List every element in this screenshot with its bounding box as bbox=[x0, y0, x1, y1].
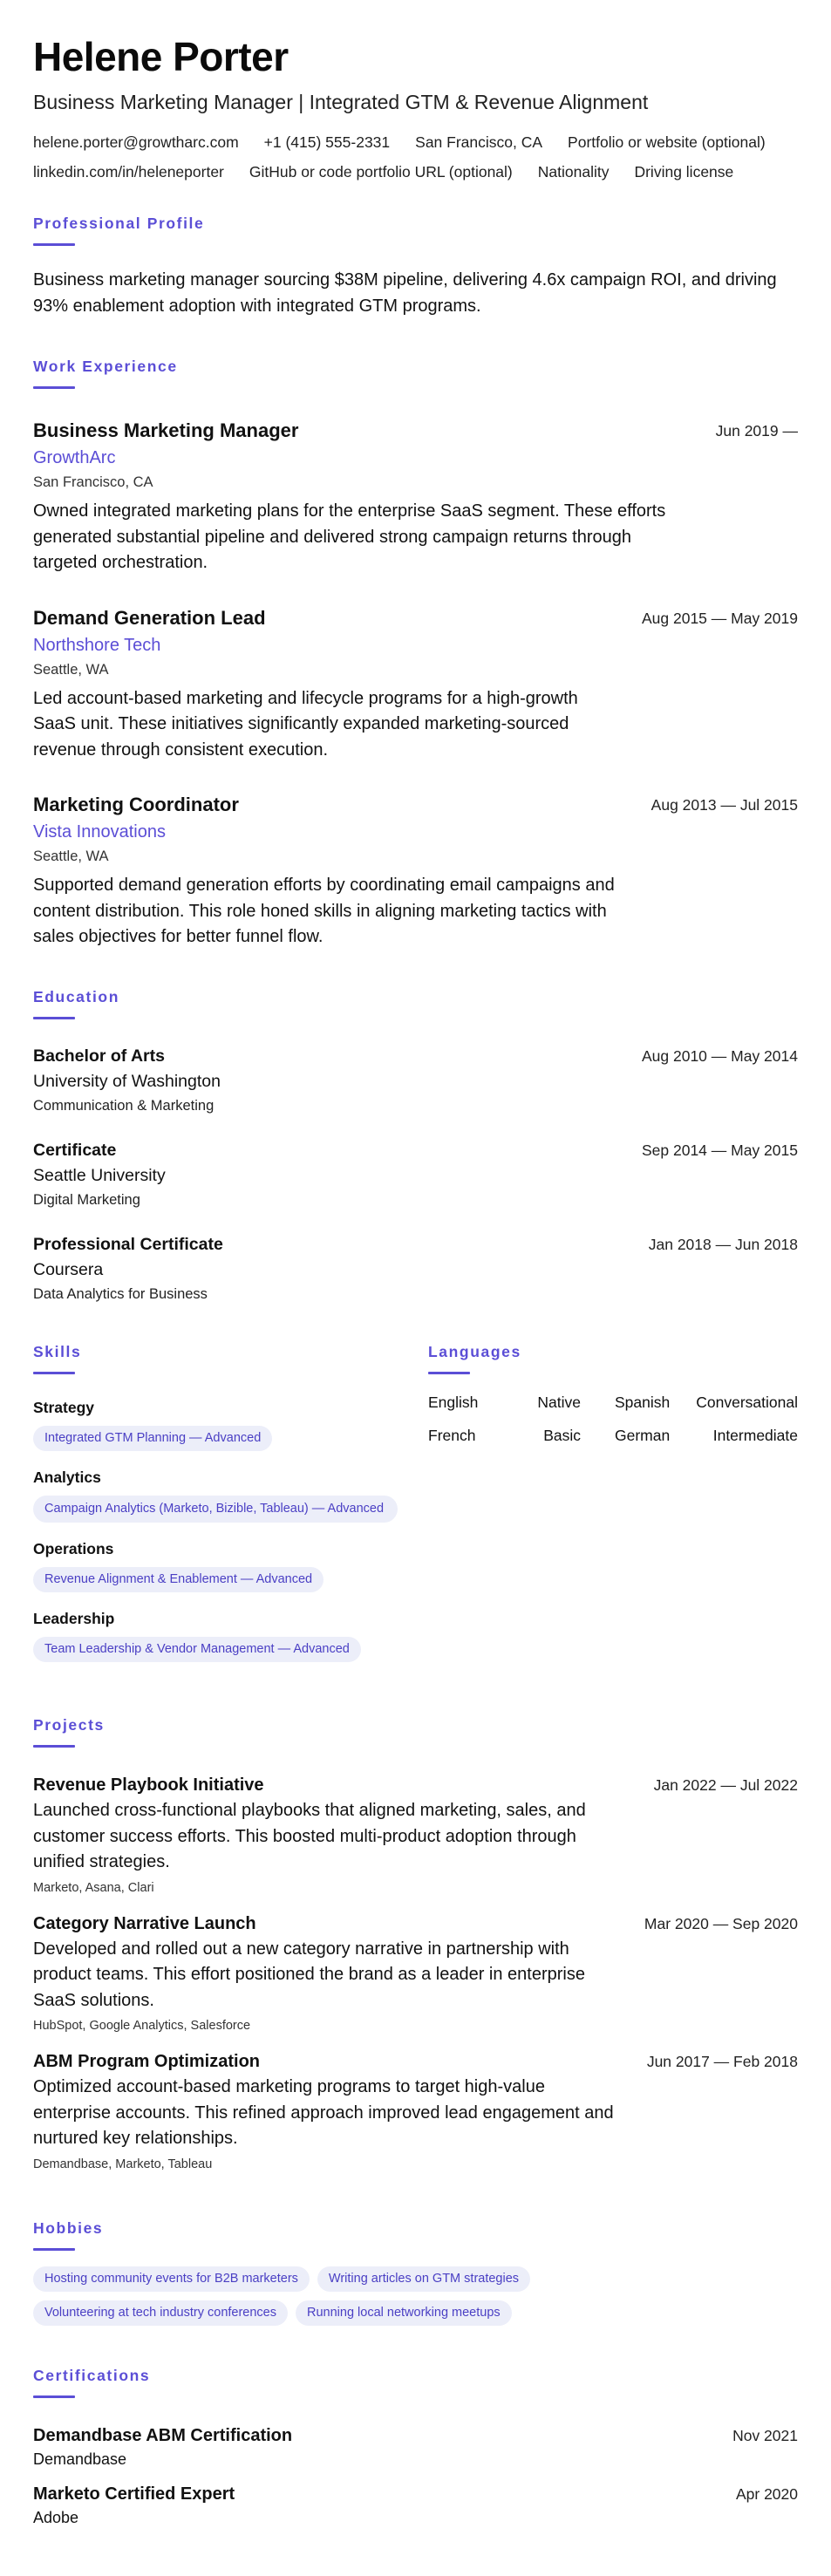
section-title: Certifications bbox=[33, 2367, 151, 2384]
skill-chip: Team Leadership & Vendor Management — Advanced bbox=[33, 1637, 361, 1662]
degree-name: Bachelor of Arts bbox=[33, 1046, 165, 1066]
candidate-name: Helene Porter bbox=[33, 34, 289, 79]
company-name: Vista Innovations bbox=[33, 822, 166, 842]
project-tools: HubSpot, Google Analytics, Salesforce bbox=[33, 2019, 251, 2033]
field-of-study: Data Analytics for Business bbox=[33, 1286, 208, 1302]
company-name: GrowthArc bbox=[33, 448, 116, 467]
project-entry bbox=[33, 1774, 798, 1898]
contact-driving-license: Driving license bbox=[634, 163, 734, 181]
hobbies-section bbox=[33, 2219, 798, 2326]
education-entry bbox=[33, 1233, 798, 1305]
hobby-chip: Hosting community events for B2B marketers bbox=[33, 2266, 310, 2292]
skill-category: Leadership bbox=[33, 1610, 115, 1627]
job-location: Seattle, WA bbox=[33, 848, 109, 864]
school-name: Seattle University bbox=[33, 1166, 166, 1185]
section-divider bbox=[33, 1017, 75, 1019]
hobby-chip: Volunteering at tech industry conferences bbox=[33, 2300, 288, 2326]
section-title: Languages bbox=[428, 1343, 521, 1360]
certifications-section bbox=[33, 2367, 798, 2529]
experience-section bbox=[33, 358, 798, 951]
contact-github[interactable]: GitHub or code portfolio URL (optional) bbox=[249, 163, 513, 181]
project-dates: Jan 2022 — Jul 2022 bbox=[653, 1776, 798, 1794]
certification-entry bbox=[33, 2424, 798, 2470]
certification-issuer: Demandbase bbox=[33, 2450, 127, 2468]
project-title: Category Narrative Launch bbox=[33, 1913, 256, 1933]
project-title: Revenue Playbook Initiative bbox=[33, 1775, 264, 1795]
resume-header bbox=[33, 33, 798, 187]
experience-entry bbox=[33, 793, 798, 951]
languages-section bbox=[428, 1343, 798, 1456]
section-divider bbox=[428, 1372, 470, 1374]
section-divider bbox=[33, 1745, 75, 1748]
job-dates: Jun 2019 — bbox=[715, 422, 798, 440]
candidate-headline: Business Marketing Manager | Integrated GTM & Revenue Alignment bbox=[33, 91, 649, 113]
job-location: San Francisco, CA bbox=[33, 474, 153, 490]
job-description: Owned integrated marketing plans for the enterprise SaaS segment. These efforts generated substantial pipeline and delivered strong campaign returns through targeted orchestration. bbox=[33, 501, 666, 572]
contact-portfolio[interactable]: Portfolio or website (optional) bbox=[568, 133, 766, 151]
skill-group bbox=[33, 1467, 408, 1523]
education-dates: Sep 2014 — May 2015 bbox=[641, 1141, 798, 1159]
school-name: University of Washington bbox=[33, 1072, 221, 1091]
job-title: Marketing Coordinator bbox=[33, 794, 239, 815]
project-tools: Marketo, Asana, Clari bbox=[33, 1880, 154, 1895]
skill-category: Strategy bbox=[33, 1399, 95, 1416]
education-entry bbox=[33, 1139, 798, 1210]
job-title: Demand Generation Lead bbox=[33, 606, 266, 629]
language-level: Intermediate bbox=[712, 1427, 798, 1444]
experience-entry bbox=[33, 419, 798, 576]
project-entry bbox=[33, 1912, 798, 2036]
language-name: Spanish bbox=[615, 1394, 671, 1411]
job-dates: Aug 2013 — Jul 2015 bbox=[650, 796, 798, 814]
certification-name: Demandbase ABM Certification bbox=[33, 2426, 293, 2445]
language-level: Native bbox=[537, 1394, 581, 1411]
section-title: Education bbox=[33, 988, 119, 1005]
language-level: Conversational bbox=[696, 1394, 798, 1411]
field-of-study: Digital Marketing bbox=[33, 1192, 140, 1208]
job-location: Seattle, WA bbox=[33, 661, 109, 678]
education-dates: Jan 2018 — Jun 2018 bbox=[648, 1236, 798, 1253]
section-divider bbox=[33, 2395, 75, 2398]
section-title: Skills bbox=[33, 1343, 82, 1360]
hobby-chip-list bbox=[33, 2266, 591, 2326]
degree-name: Professional Certificate bbox=[33, 1235, 223, 1254]
contact-location: San Francisco, CA bbox=[415, 133, 543, 151]
contact-phone[interactable]: +1 (415) 555-2331 bbox=[263, 133, 391, 151]
contact-linkedin[interactable]: linkedin.com/in/heleneporter bbox=[33, 163, 224, 181]
project-tools: Demandbase, Marketo, Tableau bbox=[33, 2157, 213, 2171]
job-title: Business Marketing Manager bbox=[33, 419, 299, 441]
section-divider bbox=[33, 1372, 75, 1374]
skill-group bbox=[33, 1538, 408, 1592]
language-name: English bbox=[428, 1394, 479, 1411]
contact-nationality: Nationality bbox=[537, 163, 610, 181]
language-level: Basic bbox=[543, 1427, 581, 1444]
skill-chip: Campaign Analytics (Marketo, Bizible, Tableau) — Advanced bbox=[33, 1496, 398, 1523]
language-name: French bbox=[428, 1427, 476, 1444]
job-description: Led account-based marketing and lifecycle programs for a high-growth SaaS unit. These initiatives significantly expanded marketing-sourced revenue through consistent execution. bbox=[33, 688, 578, 760]
skill-category: Operations bbox=[33, 1540, 114, 1557]
skill-group bbox=[33, 1397, 408, 1451]
section-title: Hobbies bbox=[33, 2219, 104, 2237]
skills-section bbox=[33, 1343, 408, 1662]
skill-chip: Integrated GTM Planning — Advanced bbox=[33, 1426, 272, 1451]
project-entry bbox=[33, 2050, 798, 2174]
education-section bbox=[33, 988, 798, 1305]
hobby-chip: Writing articles on GTM strategies bbox=[317, 2266, 530, 2292]
certification-name: Marketo Certified Expert bbox=[33, 2484, 235, 2504]
contact-list bbox=[33, 127, 783, 187]
project-dates: Jun 2017 — Feb 2018 bbox=[646, 2053, 798, 2070]
profile-summary: Business marketing manager sourcing $38M pipeline, delivering 4.6x campaign ROI, and driving 93% enablement adoption with integrated GTM programs. bbox=[33, 270, 777, 316]
field-of-study: Communication & Marketing bbox=[33, 1098, 215, 1114]
job-description: Supported demand generation efforts by coordinating email campaigns and content distribution. This role honed skills in aligning marketing tactics with sales objectives for better funnel flow. bbox=[33, 876, 615, 946]
section-title: Projects bbox=[33, 1716, 105, 1734]
certification-issuer: Adobe bbox=[33, 2509, 79, 2526]
project-title: ABM Program Optimization bbox=[33, 2052, 261, 2071]
school-name: Coursera bbox=[33, 1260, 104, 1279]
project-dates: Mar 2020 — Sep 2020 bbox=[644, 1914, 798, 1932]
section-title: Professional Profile bbox=[33, 215, 205, 232]
skill-group bbox=[33, 1608, 408, 1662]
skill-category: Analytics bbox=[33, 1469, 101, 1486]
certification-entry bbox=[33, 2483, 798, 2529]
certification-date: Apr 2020 bbox=[735, 2485, 798, 2503]
section-divider bbox=[33, 386, 75, 389]
profile-section bbox=[33, 215, 798, 319]
project-description: Optimized account-based marketing programs to target high-value enterprise accounts. This refined approach improved lead engagement and nurtured key relationships. bbox=[33, 2077, 614, 2148]
education-entry bbox=[33, 1045, 798, 1116]
language-name: German bbox=[615, 1427, 671, 1444]
education-dates: Aug 2010 — May 2014 bbox=[641, 1047, 798, 1065]
company-name: Northshore Tech bbox=[33, 635, 161, 655]
contact-email[interactable]: helene.porter@growtharc.com bbox=[33, 133, 239, 151]
job-dates: Aug 2015 — May 2019 bbox=[641, 609, 798, 627]
section-divider bbox=[33, 243, 75, 246]
project-description: Launched cross-functional playbooks that aligned marketing, sales, and customer success efforts. This boosted multi-product adoption through unified strategies. bbox=[33, 1801, 586, 1871]
experience-entry bbox=[33, 606, 798, 764]
projects-section bbox=[33, 1716, 798, 2174]
certification-date: Nov 2021 bbox=[732, 2427, 798, 2444]
skill-chip: Revenue Alignment & Enablement — Advanced bbox=[33, 1567, 324, 1592]
project-description: Developed and rolled out a new category narrative in partnership with product teams. This effort positioned the brand as a leader in enterprise SaaS solutions. bbox=[33, 1939, 585, 2010]
hobby-chip: Running local networking meetups bbox=[296, 2300, 512, 2326]
degree-name: Certificate bbox=[33, 1141, 117, 1160]
section-divider bbox=[33, 2248, 75, 2251]
section-title: Work Experience bbox=[33, 358, 178, 375]
